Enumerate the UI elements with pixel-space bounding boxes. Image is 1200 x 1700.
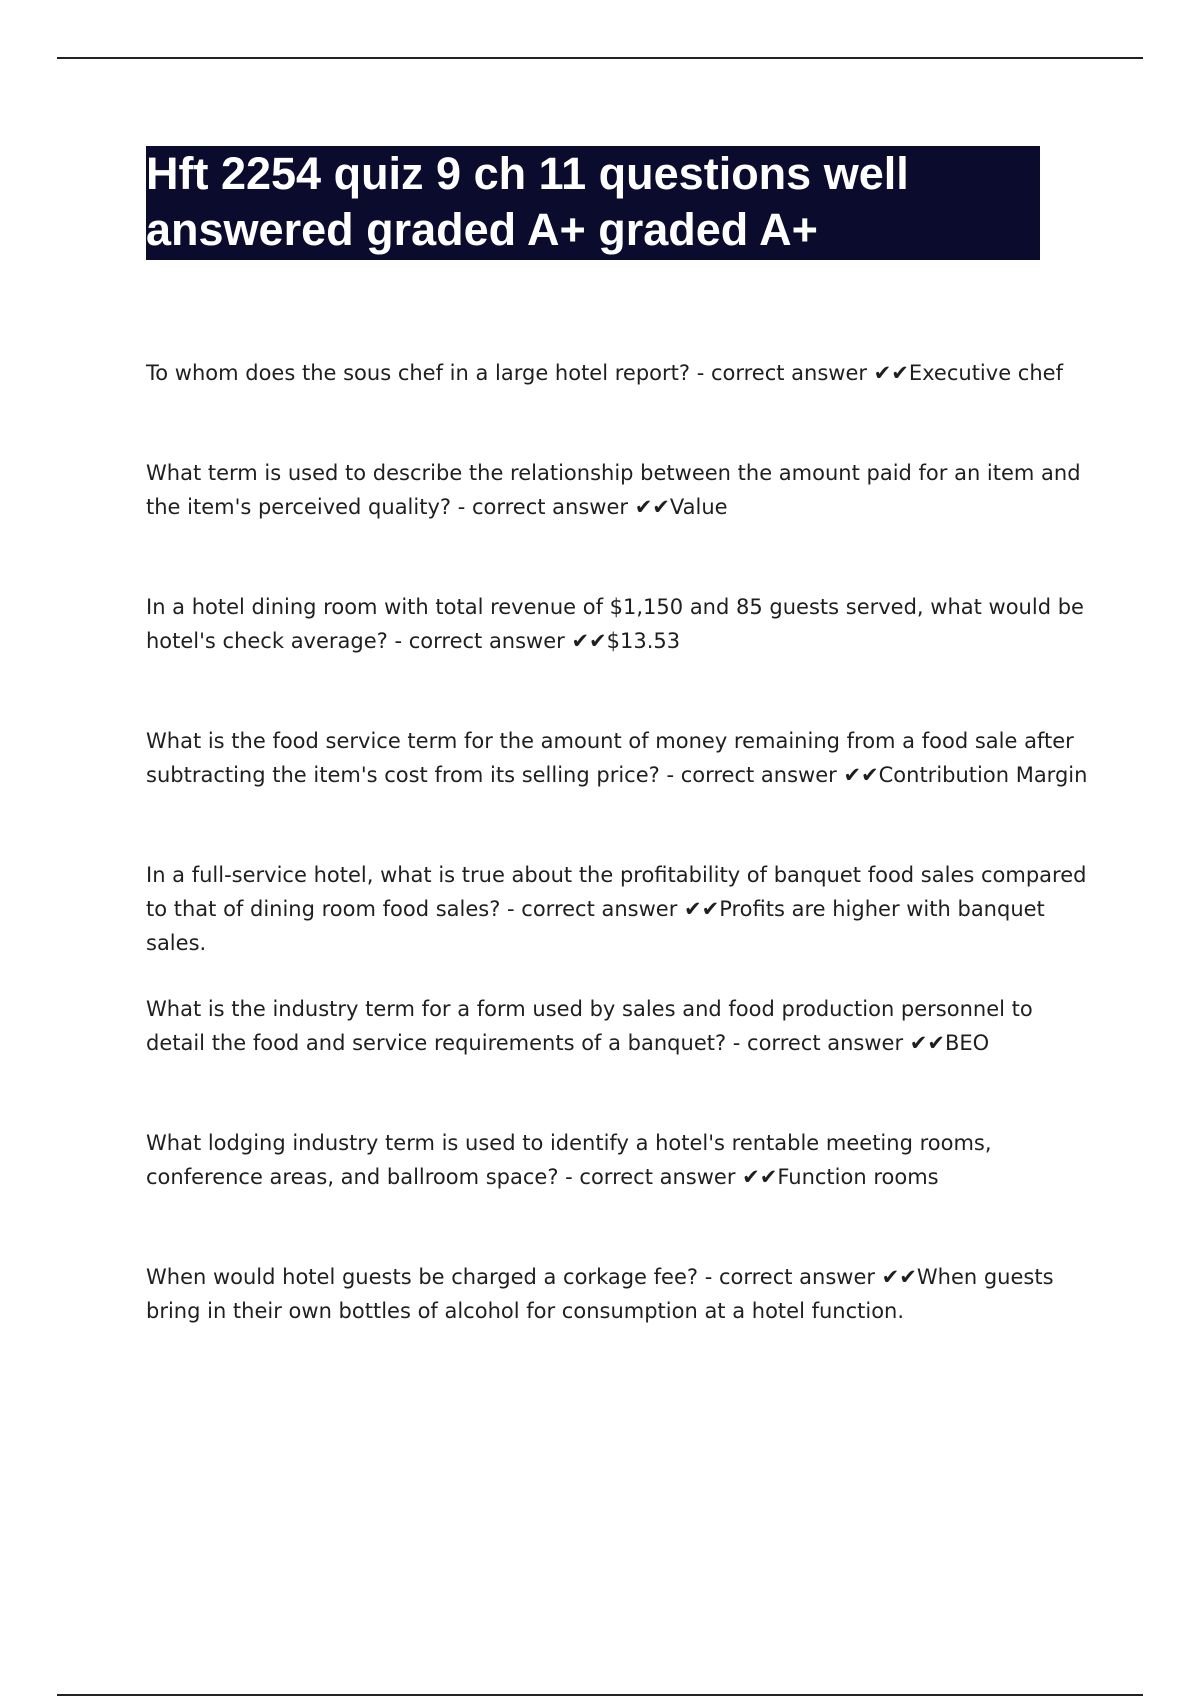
qa-list <box>146 356 1096 1394</box>
qa-item: To whom does the sous chef in a large hotel report? - correct answer ✔✔Executive chef <box>146 361 1063 385</box>
qa-item: When would hotel guests be charged a corkage fee? - correct answer ✔✔When guests bring in their own bottles of alcohol for consumption at a hotel function. <box>146 1265 1054 1323</box>
footer-rule <box>57 1694 1143 1696</box>
qa-item: In a full-service hotel, what is true about the profitability of banquet food sales compared to that of dining room food sales? - correct answer ✔✔Profits are higher with banquet sales. <box>146 863 1087 955</box>
document-title-block <box>146 146 1040 260</box>
qa-item: What term is used to describe the relationship between the amount paid for an item and the item's perceived quality? - correct answer ✔✔Value <box>146 461 1081 519</box>
document-title: Hft 2254 quiz 9 ch 11 questions well answered graded A+ graded A+ <box>146 148 909 255</box>
header-rule <box>57 57 1143 59</box>
qa-item: What lodging industry term is used to identify a hotel's rentable meeting rooms, conference areas, and ballroom space? - correct answer ✔✔Function rooms <box>146 1131 992 1189</box>
qa-item: What is the industry term for a form used by sales and food production personnel to detail the food and service requirements of a banquet? - correct answer ✔✔BEO <box>146 997 1033 1055</box>
qa-item: What is the food service term for the amount of money remaining from a food sale after subtracting the item's cost from its selling price? - correct answer ✔✔Contribution Margin <box>146 729 1088 787</box>
qa-item: In a hotel dining room with total revenue of $1,150 and 85 guests served, what would be hotel's check average? - correct answer ✔✔$13.53 <box>146 595 1084 653</box>
